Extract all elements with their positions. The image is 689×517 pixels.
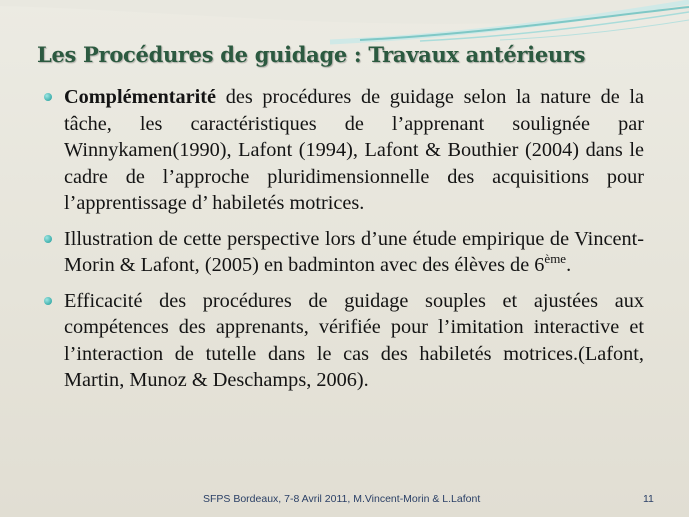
bullet-text: Illustration de cette perspective lors d’une étude empirique de Vincent-Morin & Lafont, (2005) en badminton avec des élèves de 6 (64, 227, 644, 276)
bullet-text-end: . (566, 254, 572, 276)
page-number: 11 (643, 493, 654, 505)
bullet-text: Efficacité des procédures de guidage souples et ajustées aux compétences des apprenants, vérifiée pour l’imitation interactive et l’interaction de tutelle dans le cas des habiletés motrices.(Lafont, Martin, Munoz & Deschamps, 2006). (64, 289, 644, 391)
slide-title: Les Procédures de guidage : Travaux antérieurs (37, 42, 586, 67)
bullet-text: des procédures de guidage selon la nature de la tâche, les caractéristiques de l’apprenant soulignée par Winnykamen(1990), Lafont (1994), Lafont & Bouthier (2004) dans le cadre de l’approche pluridimensionnelle des acquisitions pour l’apprentissage d’ habiletés motrices. (64, 86, 644, 214)
bullet-item-illustration (38, 226, 644, 279)
bullet-item-efficacite (38, 288, 644, 394)
slide-footer: SFPS Bordeaux, 7-8 Avril 2011, M.Vincent-Morin & L.Lafont (203, 493, 481, 505)
bullet-lead: Complémentarité (64, 86, 217, 108)
teal-dot-icon (44, 297, 52, 305)
bullet-item-complementarite (38, 84, 644, 217)
grade-superscript: ème (544, 251, 567, 266)
teal-dot-icon (44, 235, 52, 243)
bullet-list (38, 84, 644, 403)
teal-dot-icon (44, 93, 52, 101)
